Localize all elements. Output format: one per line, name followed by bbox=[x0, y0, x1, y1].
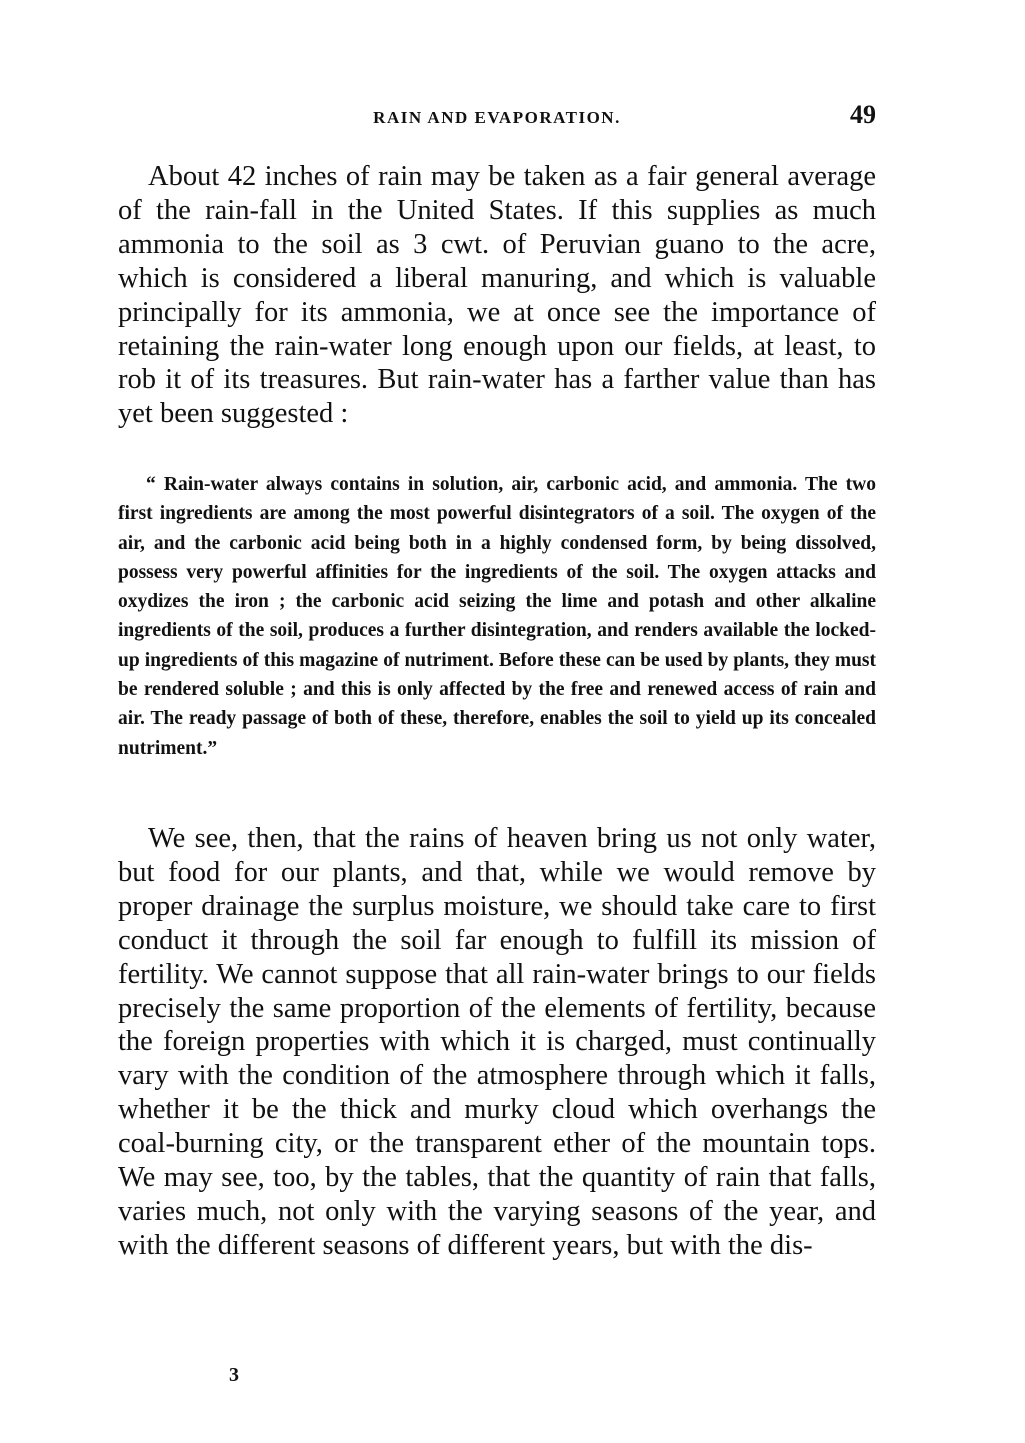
page-number: 49 bbox=[850, 100, 876, 129]
paragraph-rains-of-heaven bbox=[118, 822, 876, 1263]
paragraph-rainfall-average bbox=[118, 160, 876, 431]
running-title: RAIN AND EVAPORATION. bbox=[373, 108, 621, 127]
signature-mark: 3 bbox=[229, 1364, 239, 1386]
quote-text: “ Rain-water always contains in solution, air, carbonic acid, and ammonia. The two first ingredients are among the most powerful disintegrators of a soil. The oxygen of the air, and the carbonic acid being both in a highly condensed form, by being dissolved, possess very powerful affinities for the ingredients of the soil. The oxygen attacks and oxydizes the iron ; the carbonic acid seizing the lime and potash and other alkaline ingredients of the soil, produces a further disintegration, and renders available the locked-up ingredients of this magazine of nutriment. Before these can be used by plants, they must be rendered soluble ; and this is only affected by the free and renewed access of rain and air. The ready passage of both of these, therefore, enables the soil to yield up its concealed nutriment.” bbox=[118, 474, 876, 759]
block-quote-rain-water bbox=[118, 470, 876, 763]
paragraph-text: About 42 inches of rain may be taken as a fair general average of the rain-fall in the United States. If this supplies as much ammonia to the soil as 3 cwt. of Peruvian guano to the acre, which is considered a liberal manuring, and which is valuable principally for its ammonia, we at once see the importance of retaining the rain-water long enough upon our fields, at least, to rob it of its treasures. But rain-water has a farther value than has yet been suggested : bbox=[118, 161, 876, 430]
paragraph-text: We see, then, that the rains of heaven bring us not only water, but food for our plants, and that, while we would remove by proper drainage the surplus moisture, we should take care to first conduct it through the soil far enough to fulfill its mission of fertility. We cannot suppose that all rain-water brings to our fields precisely the same proportion of the elements of fertility, because the foreign properties with which it is charged, must continually vary with the condition of the atmosphere through which it falls, whether it be the thick and murky cloud which overhangs the coal-burning city, or the transparent ether of the mountain tops. We may see, too, by the tables, that the quantity of rain that falls, varies much, not only with the varying seasons of the year, and with the different seasons of different years, but with the dis- bbox=[118, 823, 876, 1261]
running-head bbox=[118, 100, 876, 140]
